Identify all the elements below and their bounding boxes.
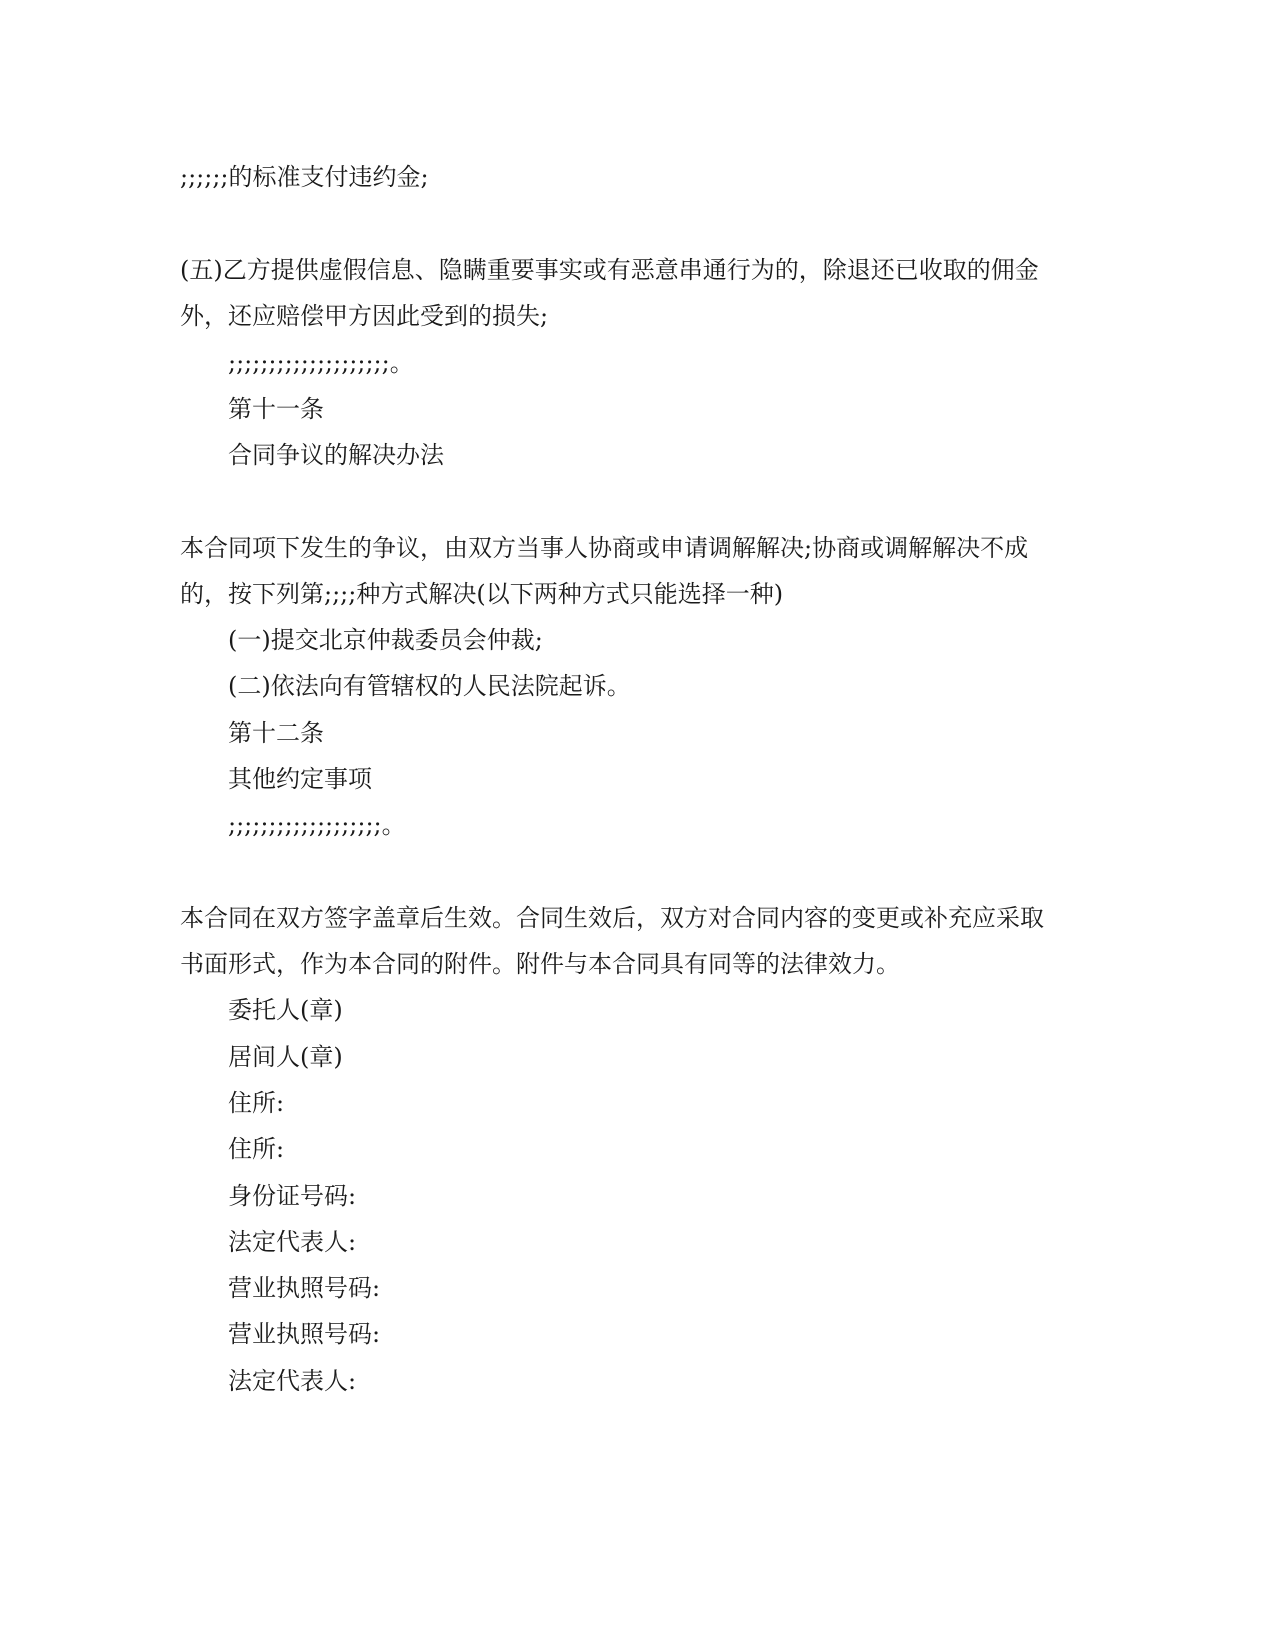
paragraph-line: ;;;;;;的标准支付违约金; <box>180 163 429 191</box>
signature-field: 身份证号码: <box>228 1182 357 1210</box>
signature-field: 法定代表人: <box>228 1228 357 1256</box>
signature-field: 法定代表人: <box>228 1367 357 1395</box>
signature-field: 住所: <box>228 1089 285 1117</box>
signature-field: 营业执照号码: <box>228 1274 381 1302</box>
paragraph-line: 外，还应赔偿甲方因此受到的损失; <box>180 302 549 330</box>
signature-field: 住所: <box>228 1135 285 1163</box>
signature-field: 居间人(章) <box>228 1043 343 1071</box>
article-title: 合同争议的解决办法 <box>228 441 444 469</box>
paragraph-line: 本合同项下发生的争议，由双方当事人协商或申请调解解决;协商或调解解决不成 <box>180 534 1029 562</box>
list-item: (二)依法向有管辖权的人民法院起诉。 <box>228 672 631 700</box>
paragraph-line: 书面形式，作为本合同的附件。附件与本合同具有同等的法律效力。 <box>180 950 900 978</box>
article-title: 其他约定事项 <box>228 765 372 793</box>
paragraph-line: ;;;;;;;;;;;;;;;;;;;;。 <box>228 349 414 377</box>
signature-field: 营业执照号码: <box>228 1320 381 1348</box>
paragraph-line: 的，按下列第;;;;种方式解决(以下两种方式只能选择一种) <box>180 580 784 608</box>
list-item: (一)提交北京仲裁委员会仲裁; <box>228 626 543 654</box>
paragraph-line: (五)乙方提供虚假信息、隐瞒重要事实或有恶意串通行为的，除退还已收取的佣金 <box>180 256 1039 284</box>
paragraph-line: 本合同在双方签字盖章后生效。合同生效后，双方对合同内容的变更或补充应采取 <box>180 904 1044 932</box>
article-heading: 第十一条 <box>228 395 324 423</box>
signature-field: 委托人(章) <box>228 996 343 1024</box>
paragraph-line: ;;;;;;;;;;;;;;;;;;;。 <box>228 811 406 839</box>
article-heading: 第十二条 <box>228 719 324 747</box>
